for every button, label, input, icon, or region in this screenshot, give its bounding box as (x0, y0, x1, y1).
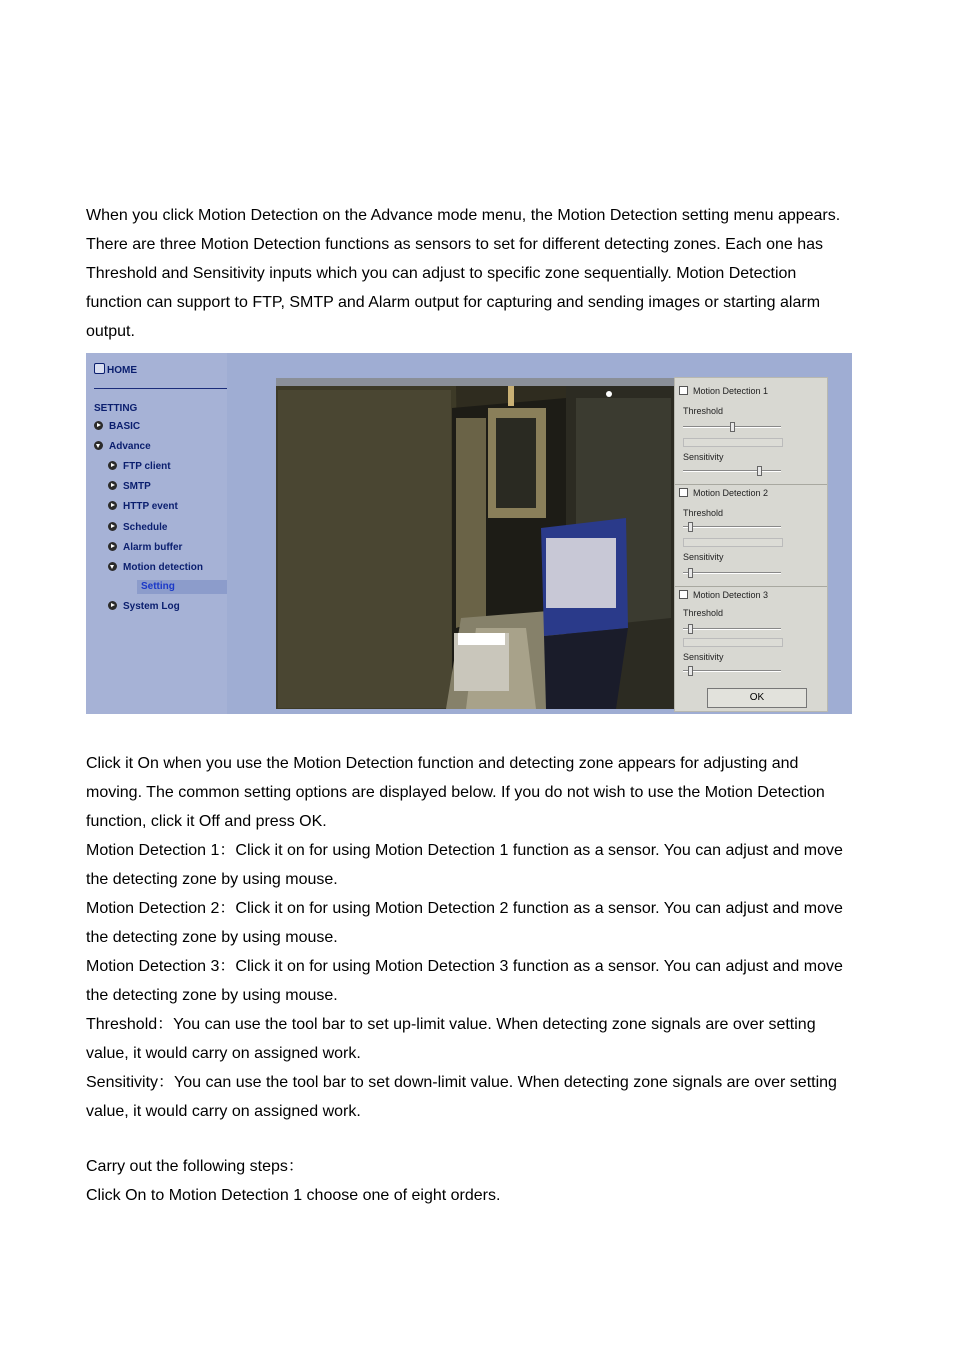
md3-toggle[interactable] (679, 590, 768, 600)
text-line: Motion Detection 3：Click it on for using Motion Detection 3 function as a sensor. You can adjust and move (86, 958, 843, 975)
md2-threshold-label: Threshold (683, 508, 724, 518)
text-line: There are three Motion Detection functions as sensors to set for different detecting zones. Each one has (86, 236, 824, 253)
slider-thumb[interactable] (688, 624, 693, 634)
arrow-right-icon (108, 542, 117, 551)
nav-basic[interactable] (94, 420, 140, 434)
md1-sensitivity-label: Sensitivity (683, 452, 724, 462)
md2-toggle[interactable] (679, 488, 768, 498)
nav-setting[interactable]: Setting (137, 580, 227, 594)
sidebar-divider (94, 388, 227, 389)
text-line: Carry out the following steps： (86, 1158, 304, 1175)
slider-thumb[interactable] (688, 568, 693, 578)
text-line: the detecting zone by using mouse. (86, 987, 338, 1004)
text-line: moving. The common setting options are displayed below. If you do not wish to use the Motion Detection (86, 784, 825, 801)
motion-detection-3-group (679, 590, 823, 686)
nav-label: System Log (123, 601, 180, 612)
text-line: Threshold：You can use the tool bar to set up-limit value. When detecting zone signals are over setting (86, 1016, 816, 1033)
text-line: value, it would carry on assigned work. (86, 1045, 361, 1062)
text-line: Click it On when you use the Motion Detection function and detecting zone appears for adjusting and (86, 755, 799, 772)
text-line: value, it would carry on assigned work. (86, 1103, 361, 1120)
camera-live-view[interactable] (276, 378, 676, 709)
md1-label: Motion Detection 1 (693, 386, 769, 396)
nav-label: Advance (109, 441, 151, 452)
arrow-down-icon (108, 562, 117, 571)
slider-thumb[interactable] (688, 522, 693, 532)
arrow-right-icon (108, 461, 117, 470)
arrow-right-icon (108, 501, 117, 510)
text-line: output. (86, 323, 135, 340)
nav-ftp-client[interactable] (108, 460, 171, 474)
motion-settings-panel (674, 377, 828, 712)
text-line: the detecting zone by using mouse. (86, 871, 338, 888)
md3-sensitivity-slider[interactable] (683, 670, 781, 672)
slider-thumb[interactable] (688, 666, 693, 676)
nav-smtp[interactable] (108, 480, 151, 494)
nav-label: Schedule (123, 522, 168, 533)
md1-sensitivity-slider[interactable] (683, 470, 781, 472)
text-line: Motion Detection 1：Click it on for using Motion Detection 1 function as a sensor. You can adjust and move (86, 842, 843, 859)
md3-threshold-label: Threshold (683, 608, 724, 618)
arrow-down-icon (94, 441, 103, 450)
nav-label: SMTP (123, 481, 151, 492)
nav-label: Motion detection (123, 562, 203, 573)
setting-heading: SETTING (94, 403, 138, 414)
nav-advance[interactable] (94, 440, 151, 454)
steps-paragraph (86, 1152, 886, 1210)
arrow-right-icon (108, 601, 117, 610)
md1-threshold-label: Threshold (683, 406, 724, 416)
arrow-right-icon (94, 421, 103, 430)
md1-threshold-slider[interactable] (683, 426, 781, 428)
home-link[interactable] (94, 363, 137, 376)
md3-threshold-slider[interactable] (683, 628, 781, 630)
panel-divider (675, 586, 827, 587)
slider-thumb[interactable] (730, 422, 735, 432)
text-line: Click On to Motion Detection 1 choose one of eight orders. (86, 1187, 501, 1204)
md2-sensitivity-slider[interactable] (683, 572, 781, 574)
nav-label: BASIC (109, 421, 141, 432)
nav-label: HTTP event (123, 501, 178, 512)
text-line: Motion Detection 2：Click it on for using Motion Detection 2 function as a sensor. You can adjust and move (86, 900, 843, 917)
md3-label: Motion Detection 3 (693, 590, 769, 600)
md2-sensitivity-label: Sensitivity (683, 552, 724, 562)
text-line: Sensitivity：You can use the tool bar to set down-limit value. When detecting zone signals are over setting (86, 1074, 837, 1091)
description-paragraph (86, 749, 886, 1126)
md2-threshold-slider[interactable] (683, 526, 781, 528)
text-line: function, click it Off and press OK. (86, 813, 327, 830)
nav-system-log[interactable] (108, 600, 180, 614)
camera-image (276, 378, 676, 709)
motion-detection-2-group (679, 488, 823, 586)
text-line: When you click Motion Detection on the Advance mode menu, the Motion Detection setting menu appears. (86, 207, 841, 224)
settings-sidebar (86, 353, 227, 714)
arrow-right-icon (108, 522, 117, 531)
intro-paragraph (86, 201, 886, 346)
md3-threshold-meter (683, 638, 783, 647)
motion-detection-screenshot (86, 353, 852, 714)
md2-label: Motion Detection 2 (693, 488, 769, 498)
ok-button[interactable]: OK (707, 688, 807, 708)
slider-thumb[interactable] (757, 466, 762, 476)
home-label: HOME (107, 365, 137, 376)
md1-toggle[interactable] (679, 386, 768, 396)
nav-http-event[interactable] (108, 500, 178, 514)
text-line: Threshold and Sensitivity inputs which you can adjust to specific zone sequentially. Motion Detection (86, 265, 797, 282)
md2-checkbox[interactable] (679, 488, 688, 497)
panel-divider (675, 484, 827, 485)
text-line: function can support to FTP, SMTP and Alarm output for capturing and sending images or starting alarm (86, 294, 821, 311)
nav-motion-detection[interactable] (108, 561, 203, 575)
md3-sensitivity-label: Sensitivity (683, 652, 724, 662)
arrow-right-icon (108, 481, 117, 490)
text-line: the detecting zone by using mouse. (86, 929, 338, 946)
home-icon (94, 363, 105, 374)
md2-threshold-meter (683, 538, 783, 547)
md1-checkbox[interactable] (679, 386, 688, 395)
nav-schedule[interactable] (108, 521, 167, 535)
md1-threshold-meter (683, 438, 783, 447)
nav-label: FTP client (123, 461, 171, 472)
motion-detection-1-group (679, 386, 823, 484)
md3-checkbox[interactable] (679, 590, 688, 599)
nav-alarm-buffer[interactable] (108, 541, 182, 555)
nav-label: Alarm buffer (123, 542, 183, 553)
